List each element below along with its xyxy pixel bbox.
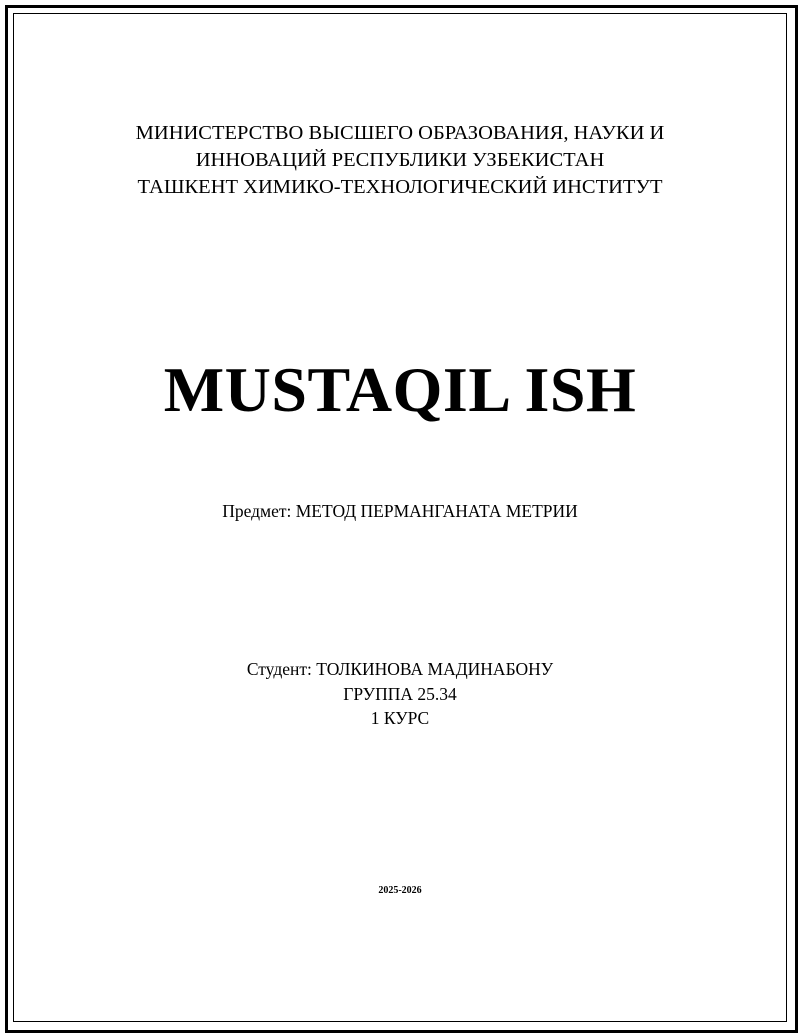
- ministry-line-1: МИНИСТЕРСТВО ВЫСШЕГО ОБРАЗОВАНИЯ, НАУКИ И: [135, 122, 665, 144]
- ministry-line-2: ИННОВАЦИЙ РЕСПУБЛИКИ УЗБЕКИСТАН: [195, 149, 605, 171]
- group-line: ГРУППА 25.34: [343, 684, 457, 704]
- student-name-line: Студент: ТОЛКИНОВА МАДИНАБОНУ: [246, 659, 554, 679]
- institute-line: ТАШКЕНТ ХИМИКО-ТЕХНОЛОГИЧЕСКИЙ ИНСТИТУТ: [137, 176, 663, 198]
- academic-year: 2025-2026: [378, 885, 422, 896]
- document-title: MUSTAQIL ISH: [163, 354, 637, 425]
- subject-line: Предмет: МЕТОД ПЕРМАНГАНАТА МЕТРИИ: [222, 501, 578, 521]
- course-line: 1 КУРС: [370, 708, 430, 728]
